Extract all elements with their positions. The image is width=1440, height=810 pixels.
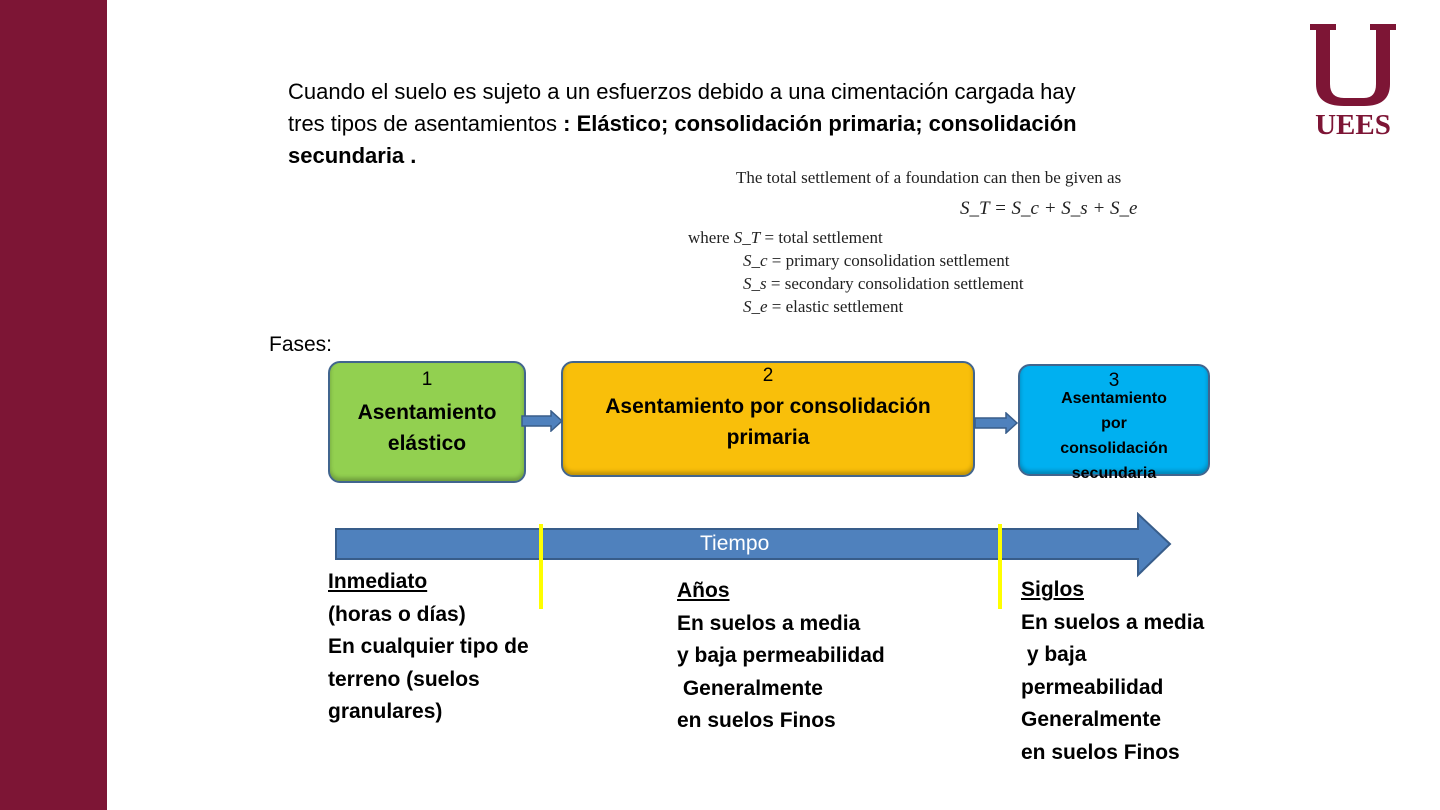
intro-line-3: secundaria .	[288, 143, 417, 168]
settlement-formula-figure	[688, 164, 1208, 324]
column-immediate: Inmediato (horas o días) En cualquier tipo de terreno (suelos granulares)	[328, 566, 529, 729]
phase-number: 1	[421, 369, 433, 390]
column-heading: Años	[677, 579, 730, 602]
intro-line-1: Cuando el suelo es sujeto a un esfuerzos debido a una cimentación cargada hay	[288, 79, 1076, 104]
phase-number: 2	[762, 365, 774, 386]
formula-def-row: S_c = primary consolidation settlement	[743, 251, 1010, 270]
phase-label: Asentamiento por consolidación secundaria	[1060, 390, 1168, 482]
timeline-marker	[998, 524, 1002, 609]
phase-arrow-icon	[521, 410, 563, 432]
logo-text: UEES	[1315, 109, 1391, 138]
column-heading: Siglos	[1021, 578, 1085, 601]
column-years: Años En suelos a media y baja permeabilidad Generalmente en suelos Finos	[677, 575, 885, 738]
intro-paragraph	[288, 76, 1178, 172]
left-brand-bar	[0, 0, 107, 810]
formula-def-row: where S_T = total settlement	[688, 228, 883, 247]
fases-label: Fases:	[269, 333, 333, 356]
formula-def-row: S_s = secondary consolidation settlement	[743, 274, 1024, 293]
phase-number: 3	[1108, 370, 1120, 391]
phase-box-primary	[561, 361, 975, 477]
formula-equation: S_T = S_c + S_s + S_e	[960, 198, 1138, 219]
intro-line-2: tres tipos de asentamientos : Elástico; consolidación primaria; consolidación	[288, 111, 1077, 136]
formula-intro: The total settlement of a foundation can then be given as	[736, 168, 1122, 187]
timeline-label: Tiempo	[700, 532, 770, 555]
timeline-marker	[539, 524, 543, 609]
phase-box-elastic	[328, 361, 526, 483]
phase-arrow-icon	[974, 412, 1018, 434]
phase-label: Asentamiento por consolidación primaria	[605, 395, 931, 449]
column-heading: Inmediato	[328, 570, 428, 593]
column-centuries: Siglos En suelos a media y baja permeabilidad Generalmente en suelos Finos	[1021, 574, 1204, 769]
uees-logo	[1306, 22, 1400, 138]
phase-label: Asentamiento elástico	[357, 401, 497, 455]
phase-box-secondary	[1018, 364, 1210, 482]
formula-def-row: S_e = elastic settlement	[743, 297, 904, 316]
